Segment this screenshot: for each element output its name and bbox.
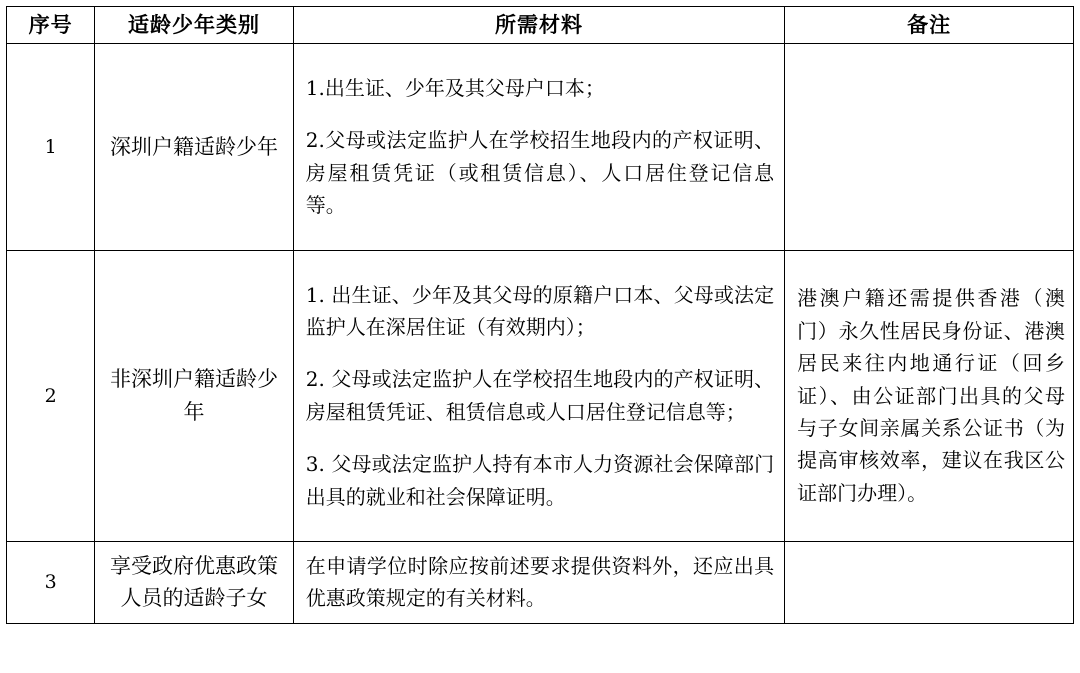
row-materials: 在申请学位时除应按前述要求提供资料外，还应出具优惠政策规定的有关材料。 [293, 541, 784, 623]
requirements-table [6, 6, 1074, 624]
header-materials: 所需材料 [293, 7, 784, 44]
row-category: 非深圳户籍适龄少年 [95, 250, 294, 541]
row-materials: 1.出生证、少年及其父母户口本； 2.父母或法定监护人在学校招生地段内的产权证明、房屋租赁凭证（或租赁信息）、人口居住登记信息等。 [293, 44, 784, 251]
row-serial-number: 2 [7, 250, 95, 541]
row-remark [785, 541, 1074, 623]
row-serial-number: 3 [7, 541, 95, 623]
header-remark: 备注 [785, 7, 1074, 44]
table-row [7, 250, 1074, 541]
row-serial-number: 1 [7, 44, 95, 251]
row-category: 深圳户籍适龄少年 [95, 44, 294, 251]
table-row [7, 541, 1074, 623]
header-category: 适龄少年类别 [95, 7, 294, 44]
row-remark: 港澳户籍还需提供香港（澳门）永久性居民身份证、港澳居民来往内地通行证（回乡证）、由公证部门出具的父母与子女间亲属关系公证书（为提高审核效率，建议在我区公证部门办理）。 [785, 250, 1074, 541]
table-row [7, 44, 1074, 251]
row-remark [785, 44, 1074, 251]
table-header-row [7, 7, 1074, 44]
row-materials: 1. 出生证、少年及其父母的原籍户口本、父母或法定监护人在深居住证（有效期内）； 2. 父母或法定监护人在学校招生地段内的产权证明、房屋租赁凭证、租赁信息或人口居住登记信息等； 3. 父母或法定监护人持有本市人力资源社会保障部门出具的就业和社会保障证明。 [293, 250, 784, 541]
row-category: 享受政府优惠政策人员的适龄子女 [95, 541, 294, 623]
header-serial-number: 序号 [7, 7, 95, 44]
